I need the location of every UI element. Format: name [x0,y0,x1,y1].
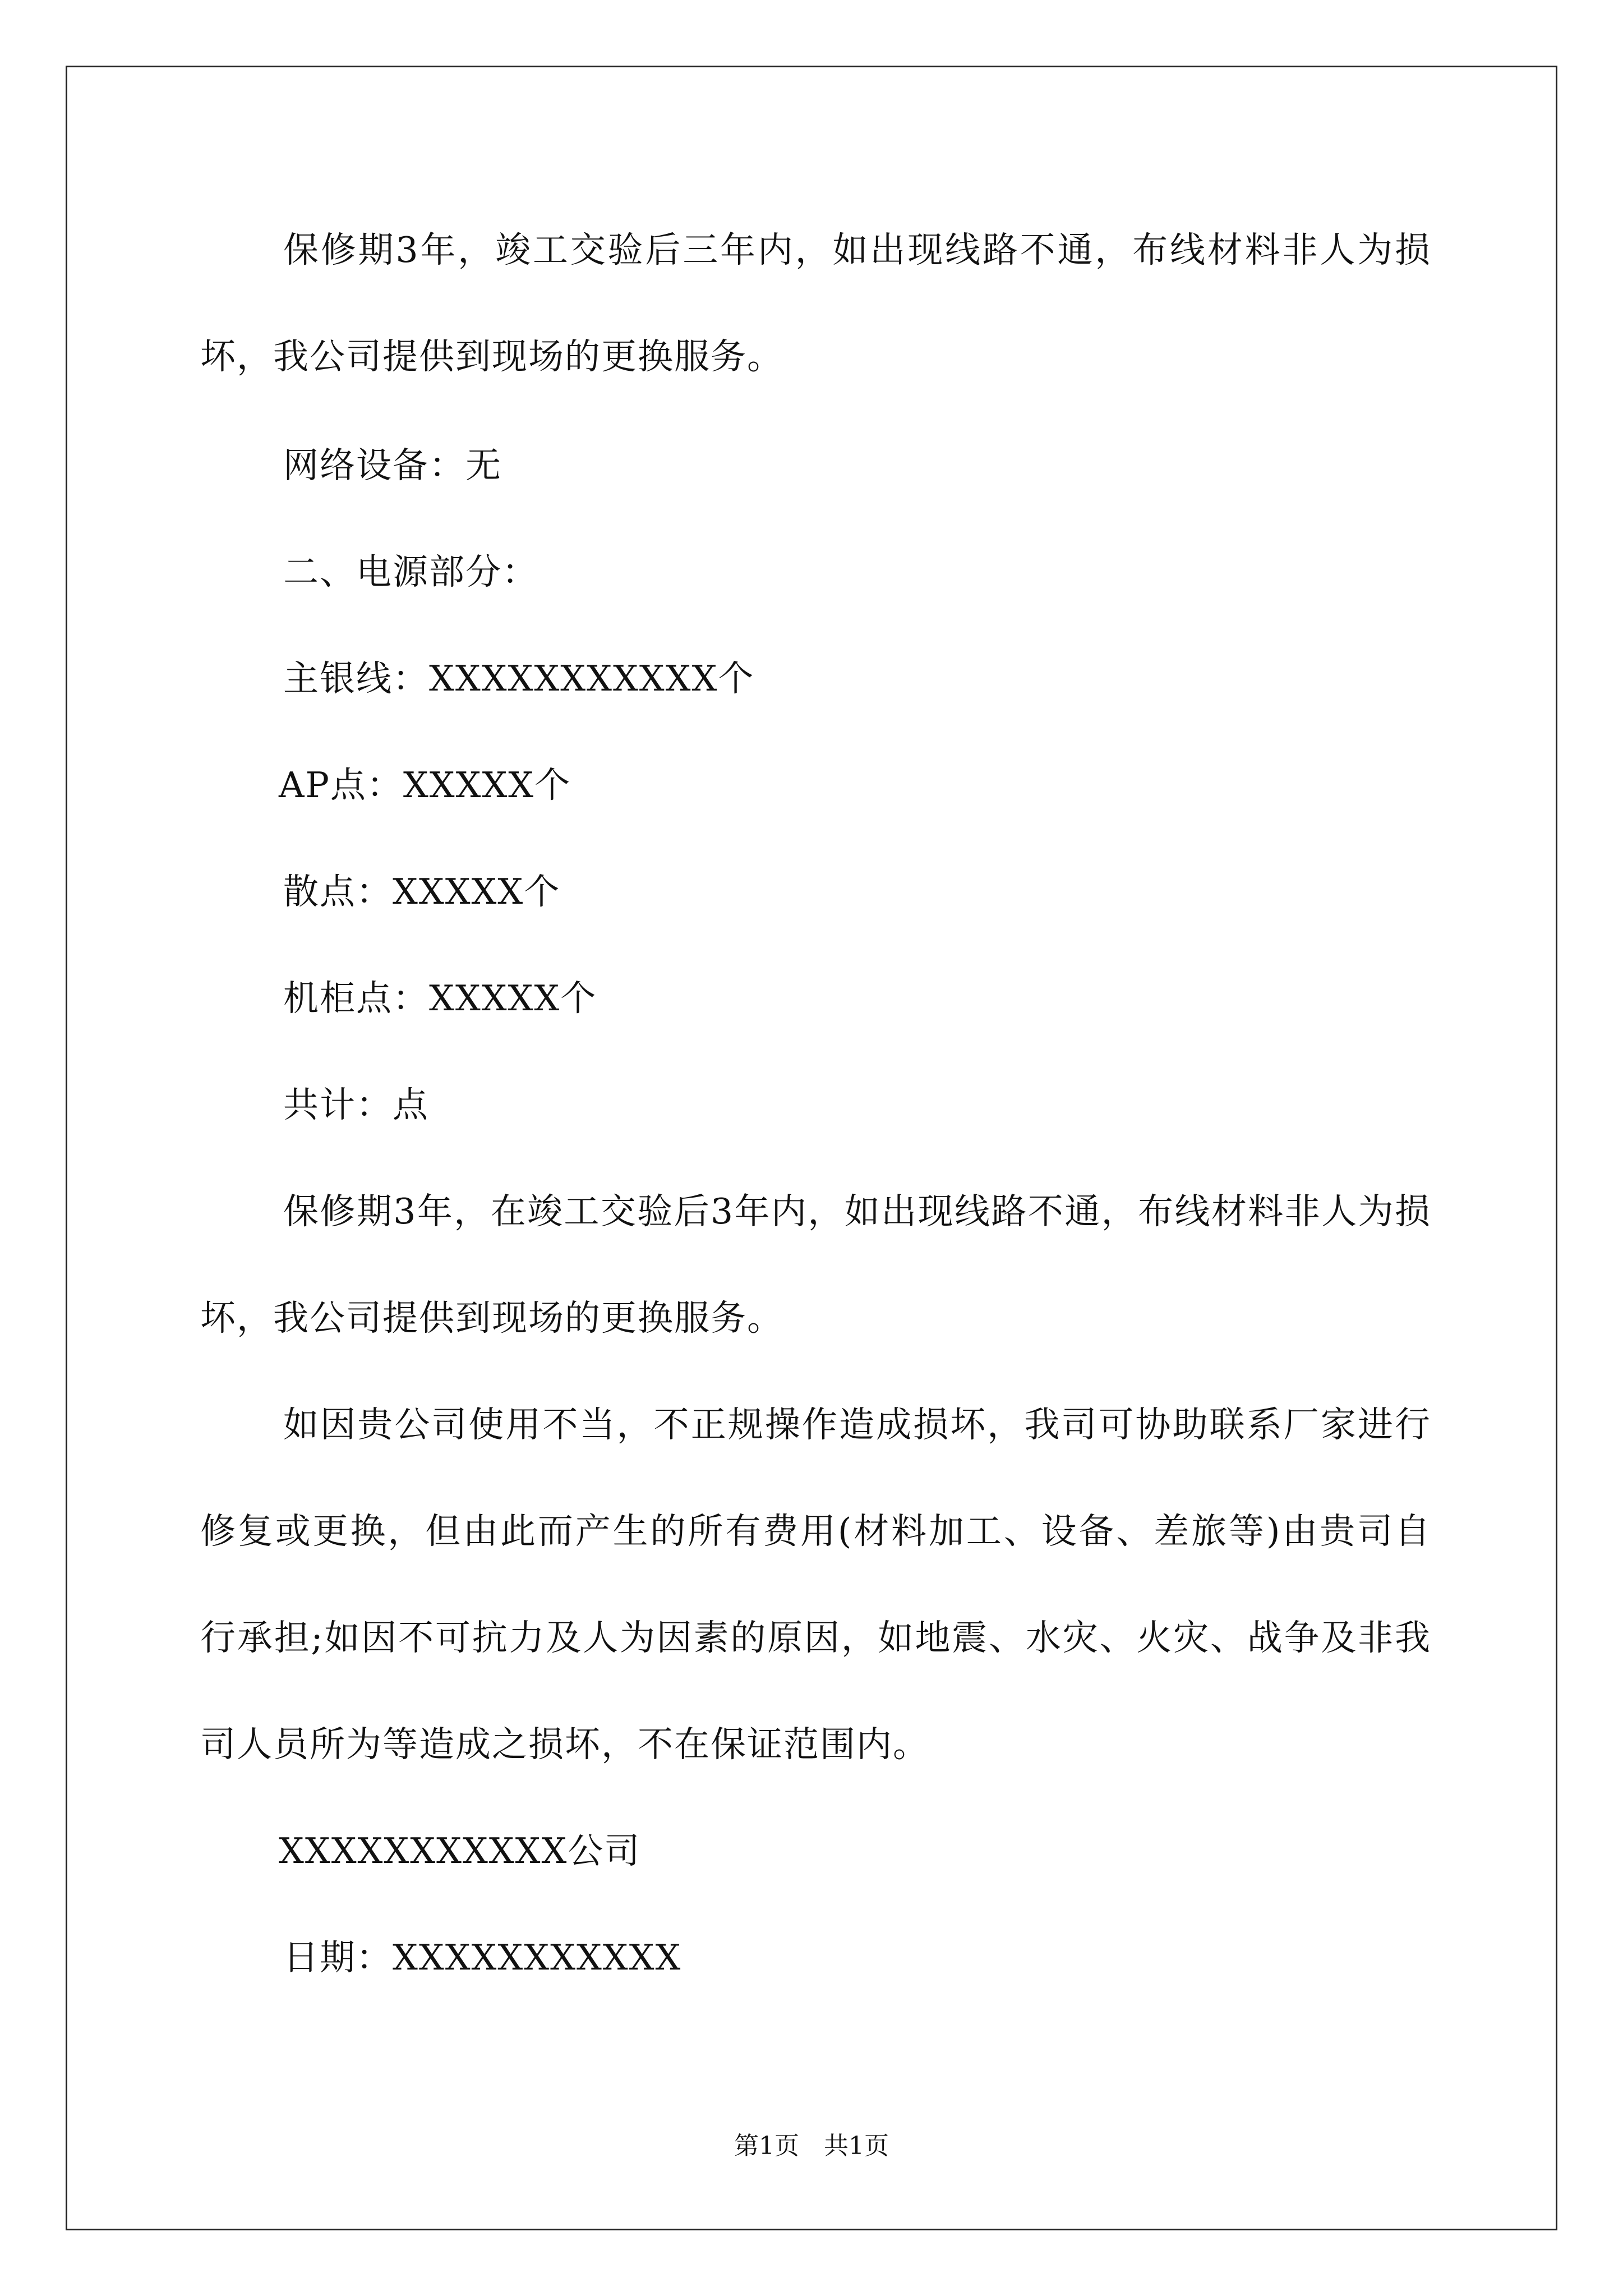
paragraph-scatter-points: 散点：XXXXX个 [283,871,561,912]
paragraph-liability: 如因贵公司使用不当，不正规操作造成损坏，我司可协助联系厂家进行修复或更换，但由此而产生的所有费用(材料加工、设备、差旅等)由贵司自行承担;如因不可抗力及人为因素的原因，如地震、水灾、火灾、战争及非我司人员所为等造成之损坏，不在保证范围内。 [200,1404,1431,1765]
paragraph-warranty-cabling: 保修期3年，竣工交验后三年内，如出现线路不通，布线材料非人为损坏，我公司提供到现场的更换服务。 [200,229,1431,377]
paragraph-network-equipment: 网络设备：无 [283,445,502,486]
page-number-footer: 第1页 共1页 [734,2132,889,2160]
paragraph-cabinet-points: 机柜点：XXXXX个 [283,978,597,1019]
paragraph-main-silver-line: 主银线：XXXXXXXXXXX个 [283,658,755,699]
paragraph-ap-points: AP点：XXXXX个 [279,765,571,806]
paragraph-total: 共计：点 [283,1084,429,1125]
section-heading-power: 二、电源部分： [283,551,538,592]
paragraph-warranty-power: 保修期3年，在竣工交验后3年内，如出现线路不通，布线材料非人为损坏，我公司提供到现场的更换服务。 [200,1191,1431,1338]
date-line: 日期：XXXXXXXXXXX [283,1937,682,1978]
company-signature: XXXXXXXXXXX公司 [279,1830,641,1871]
